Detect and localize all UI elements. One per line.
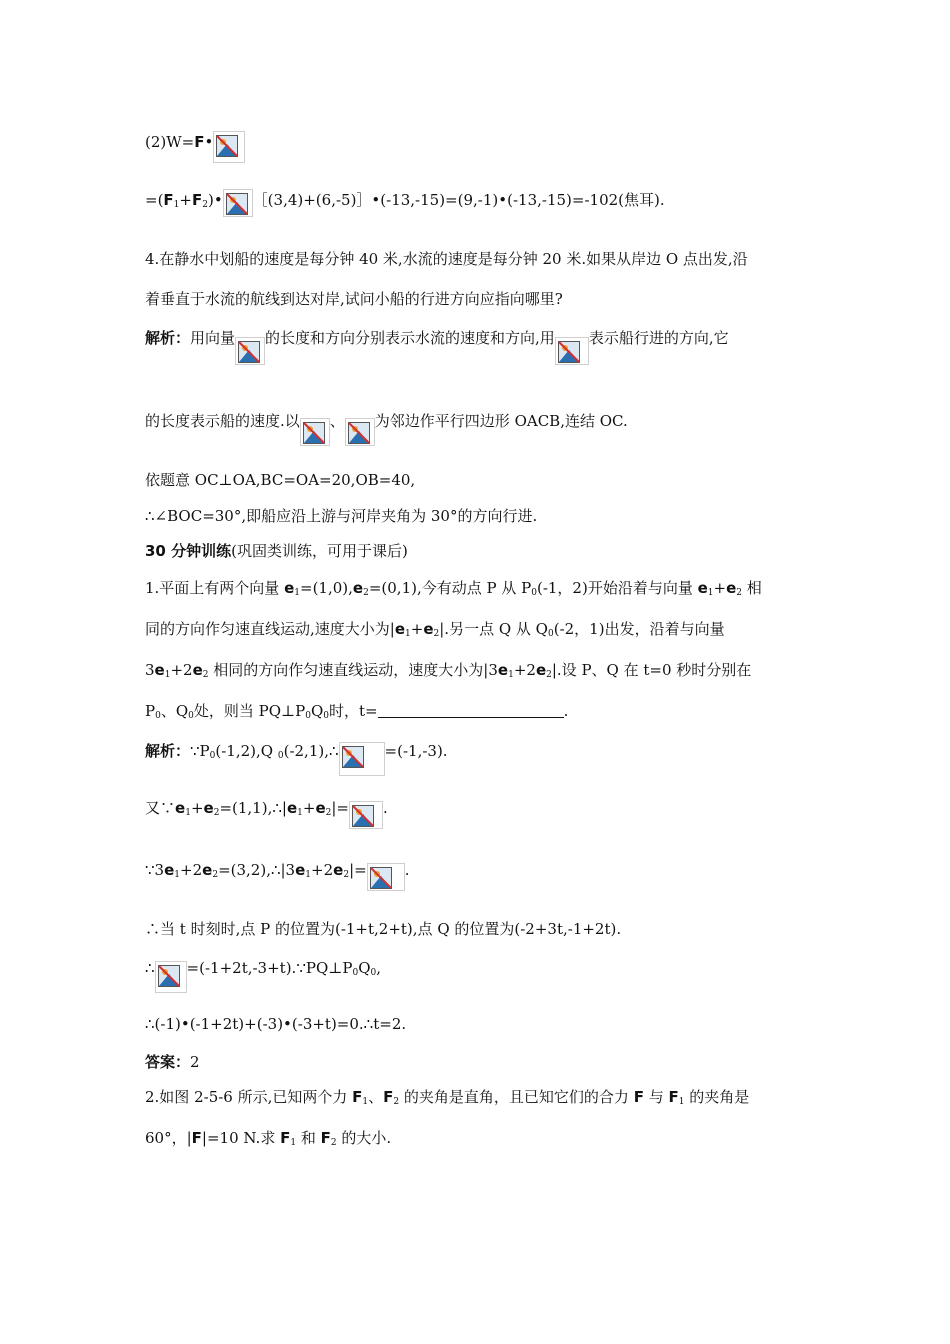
broken-image-icon [235,337,265,365]
broken-image-icon [223,189,253,217]
q4-solution-line-4: ∴∠BOC=30°,即船应沿上游与河岸夹角为 30°的方向行进. [145,507,538,525]
q1-solution-line-2: 又$\because e_1+e_2=(1,1),\therefore|e_1+e_2|=$ . [145,797,388,829]
q4-solution-line-3: 依题意 OC⊥OA,BC=OA=20,OB=40, [145,471,416,489]
q1-line-3: $3e_1+2e_2$ 相同的方向作匀速直线运动，速度大小为$|3e_1+2e_2|$.设 P、Q 在 t=0 秒时分别在 [145,661,752,680]
q1-solution-line-3: $\because 3e_1+2e_2=(3,2),\therefore|3e_1+2e_2|=$ . [145,859,409,891]
q4-line-1: 4.在静水中划船的速度是每分钟 40 米,水流的速度是每分钟 20 米.如果从岸边 O 点出发,沿 [145,250,748,268]
broken-image-icon [339,742,385,776]
broken-image-icon [213,131,245,163]
q1-solution-line-4: ∴当 t 时刻时,点 P 的位置为(-1+t,2+t),点 Q 的位置为(-2+3t,-1+2t). [145,920,622,938]
broken-image-icon [300,418,330,446]
answer-blank[interactable] [378,703,564,718]
q4-solution-line-2: 的长度表示船的速度.以 、 为邻边作平行四边形 OACB,连结 OC. [145,410,628,446]
broken-image-icon [367,863,405,891]
broken-image-icon [349,801,383,829]
q1-solution-line-6: ∴(-1)•(-1+2t)+(-3)•(-3+t)=0.∴t=2. [145,1015,407,1033]
q2-line-2: 60°，|F|=10 N.求 $F_1$ 和 $F_2$ 的大小. [145,1129,392,1148]
q4-solution-line-1: 解析：用向量 的长度和方向分别表示水流的速度和方向,用 表示船行进的方向,它 [145,327,729,365]
q1-line-1: 1.平面上有两个向量 $e_1=(1,0),e_2=(0,1)$,今有动点 P 从 $P_0(-1$，2)开始沿着与向量 $e_1+e_2$ 相 [145,579,762,598]
section-heading: 30 分钟训练(巩固类训练，可用于课后) [145,542,408,560]
q1-solution-line-5: ∴ $=(-1+2t,-3+t).\because PQ\perp P_0Q_0$, [145,957,381,993]
q4-line-2: 着垂直于水流的航线到达对岸,试问小船的行进方向应指向哪里? [145,290,563,308]
broken-image-icon [155,961,187,993]
answer-line: 答案：2 [145,1053,200,1071]
broken-image-icon [555,337,589,365]
work-calc-line: $=(F_1+F_2)•$ ［(3,4)+(6,-5)］•(-13,-15)=(9,-1)•(-13,-15)=-102(焦耳). [145,189,665,217]
q1-line-4: $P_0$、$Q_0$处，则当 $PQ\perp P_0Q_0$时，t= . [145,702,569,721]
q1-solution-line-1: 解析：$\because P_0(-1,2),Q$ $_0$(-2,1),∴ =(-1,-3). [145,740,448,776]
q2-line-1: 2.如图 2-5-6 所示,已知两个力 $F_1$、$F_2$ 的夹角是直角，且已知它们的合力 F 与 $F_1$ 的夹角是 [145,1088,750,1107]
q1-line-2: 同的方向作匀速直线运动,速度大小为$|e_1+e_2|$.另一点 Q 从 $Q_0(-2$，1)出发，沿着与向量 [145,620,725,639]
work-line: (2)W=F• [145,131,245,163]
broken-image-icon [345,418,375,446]
